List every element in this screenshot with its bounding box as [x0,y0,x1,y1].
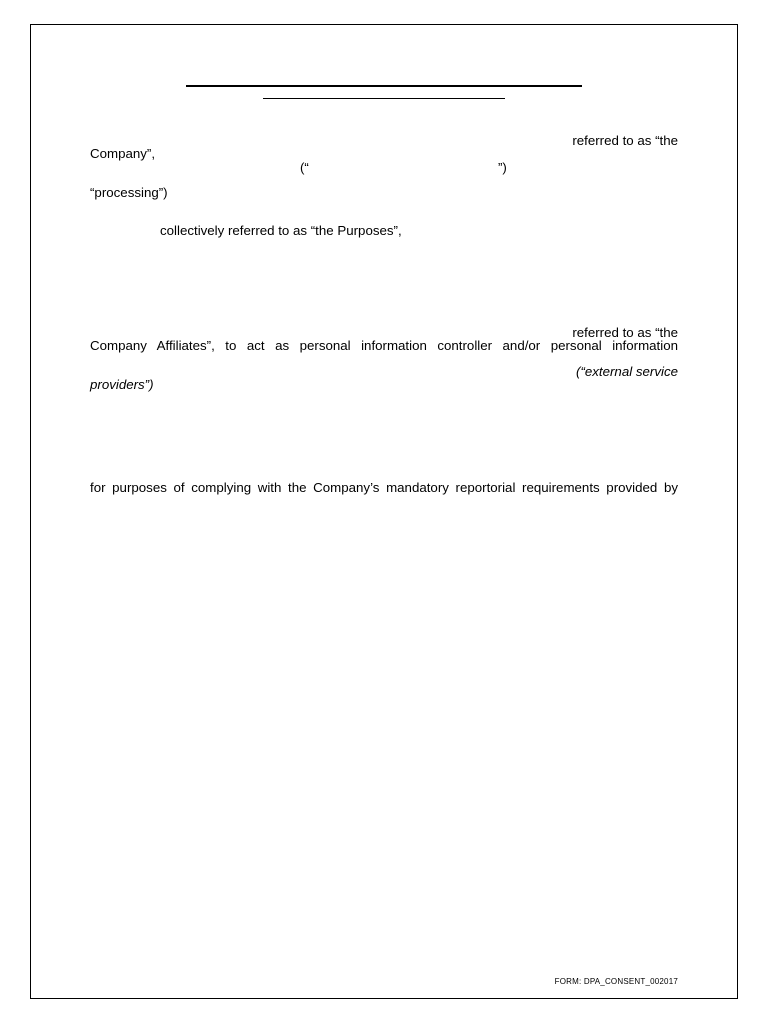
paragraph-1-line-4: “processing”) [90,185,168,200]
title-underline [186,85,582,87]
page-border [30,24,738,999]
paragraph-3-line-3: (“external service [576,364,678,379]
paragraph-1-line-1: referred to as “the [572,133,678,148]
paragraph-2-line-1: collectively referred to as “the Purposes”, [160,223,402,238]
paragraph-3-line-1: referred to as “the [572,325,678,340]
paragraph-3-line-4: providers”) [90,377,154,392]
paragraph-1-close-quote: ”) [498,160,507,175]
form-footer-code: FORM: DPA_CONSENT_002017 [554,977,678,986]
paragraph-3-line-2: Company Affiliates”, to act as personal information controller and/or personal information [90,338,678,353]
paragraph-1-line-2: Company”, [90,146,156,161]
paragraph-1-open-quote: (“ [300,160,309,175]
subtitle-underline [263,98,505,99]
paragraph-4-line-1: for purposes of complying with the Company’s mandatory reportorial requirements provided by [90,480,678,495]
